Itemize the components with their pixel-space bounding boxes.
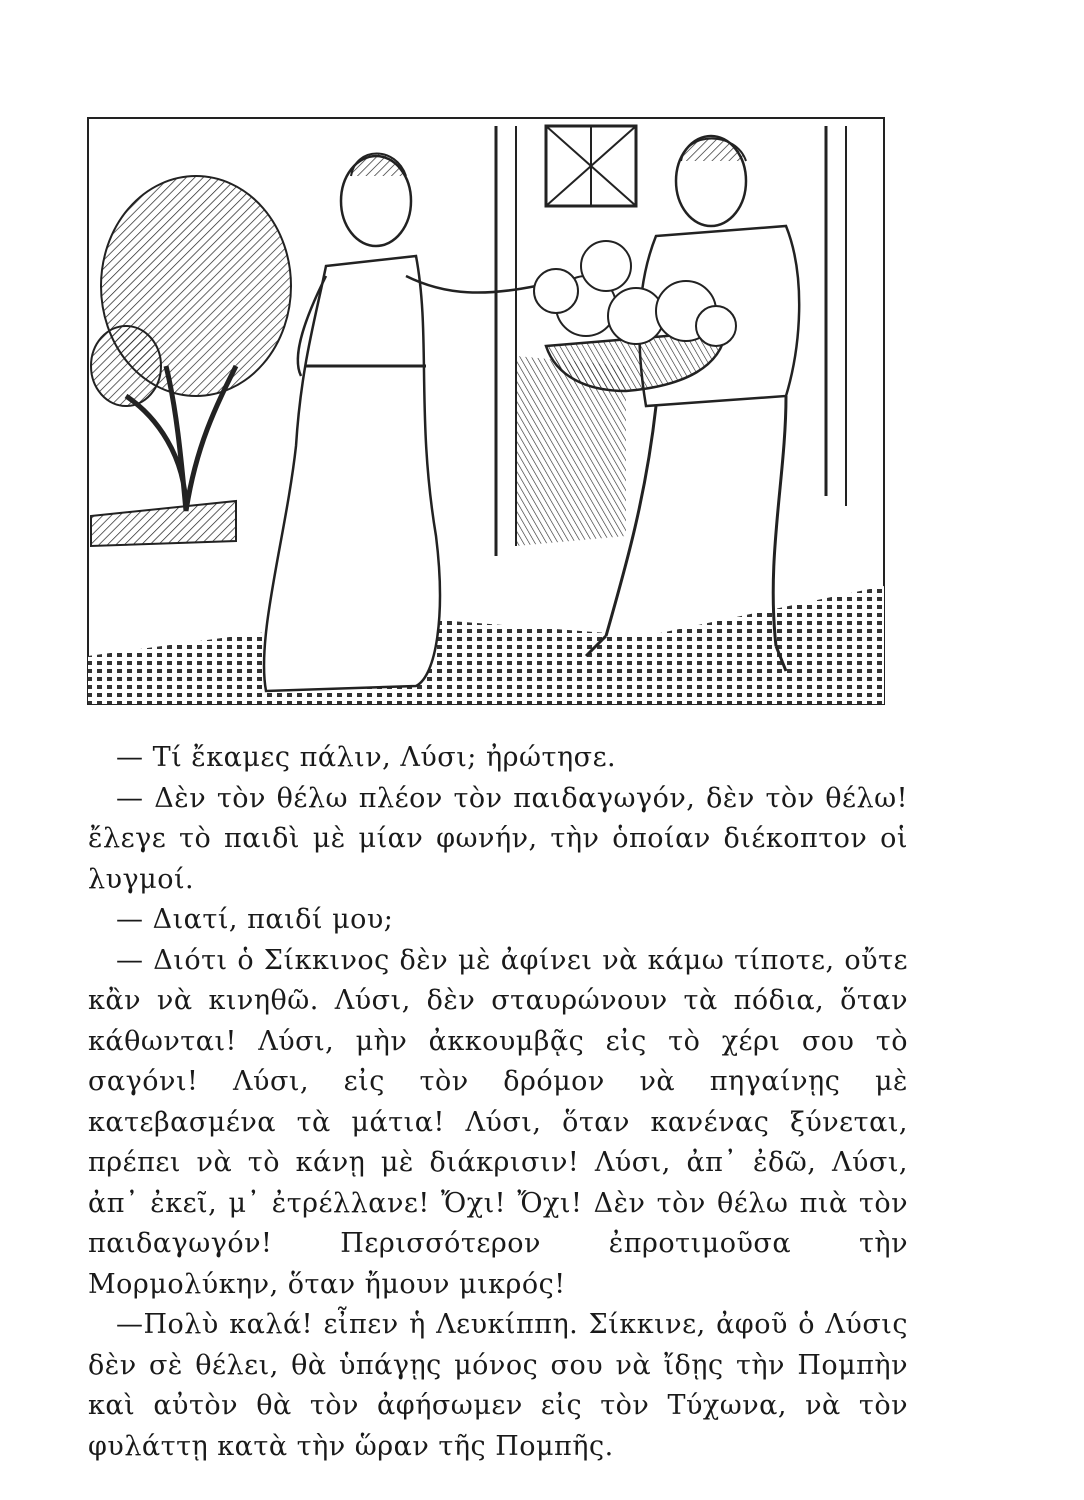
paragraph: — Διότι ὁ Σίκκινος δὲν μὲ ἀφίνει νὰ κάμω τίποτε, οὔτε κἂν νὰ κινηθῶ. Λύσι, δὲν σταυρώνουν τὰ πόδια, ὅταν κάθωνται! Λύσι, μὴν ἀκκουμβᾷς εἰς τὸ χέρι σου τὸ σαγόνι! Λύσι, εἰς τὸν δρόμον νὰ πηγαίνῃς μὲ κατεβασμένα τὰ μάτια! Λύσι, ὅταν κανένας ξύνεται, πρέπει νὰ τὸ κάνῃ μὲ διάκρισιν! Λύσι, ἀπ᾽ ἐδῶ, Λύσι, ἀπ᾽ ἐκεῖ, μ᾽ ἐτρέλλανε! Ὄχι! Ὄχι! Δὲν τὸν θέλω πιὰ τὸν παιδαγωγόν! Περισσότερον ἐπροτιμοῦσα τὴν Μορμολύκην, ὅταν ἤμουν μικρός! <box>88 944 908 1300</box>
paragraph: — Δὲν τὸν θέλω πλέον τὸν παιδαγωγόν, δὲν τὸν θέλω! ἔλεγε τὸ παιδὶ μὲ μίαν φωνήν, τὴν ὁποίαν διέκοπτον οἱ λυγμοί. <box>88 782 908 895</box>
paragraph: — Τί ἔκαμες πάλιν, Λύσι; ἠρώτησε. <box>116 742 617 773</box>
paragraph: — Διατί, παιδί μου; <box>116 904 394 935</box>
illustration <box>86 116 886 706</box>
engraving-illustration <box>86 116 886 706</box>
paragraph: —Πολὺ καλά! εἶπεν ἡ Λευκίππη. Σίκκινε, ἀφοῦ ὁ Λύσις δὲν σὲ θέλει, θὰ ὑπάγῃς μόνος σου νὰ ἴδῃς τὴν Πομπὴν καὶ αὐτὸν θὰ τὸν ἀφήσωμεν εἰς τὸν Τύχωνα, νὰ τὸν φυλάττῃ κατὰ τὴν ὥραν τῆς Πομπῆς. <box>88 1309 908 1462</box>
body-text <box>88 738 908 1467</box>
